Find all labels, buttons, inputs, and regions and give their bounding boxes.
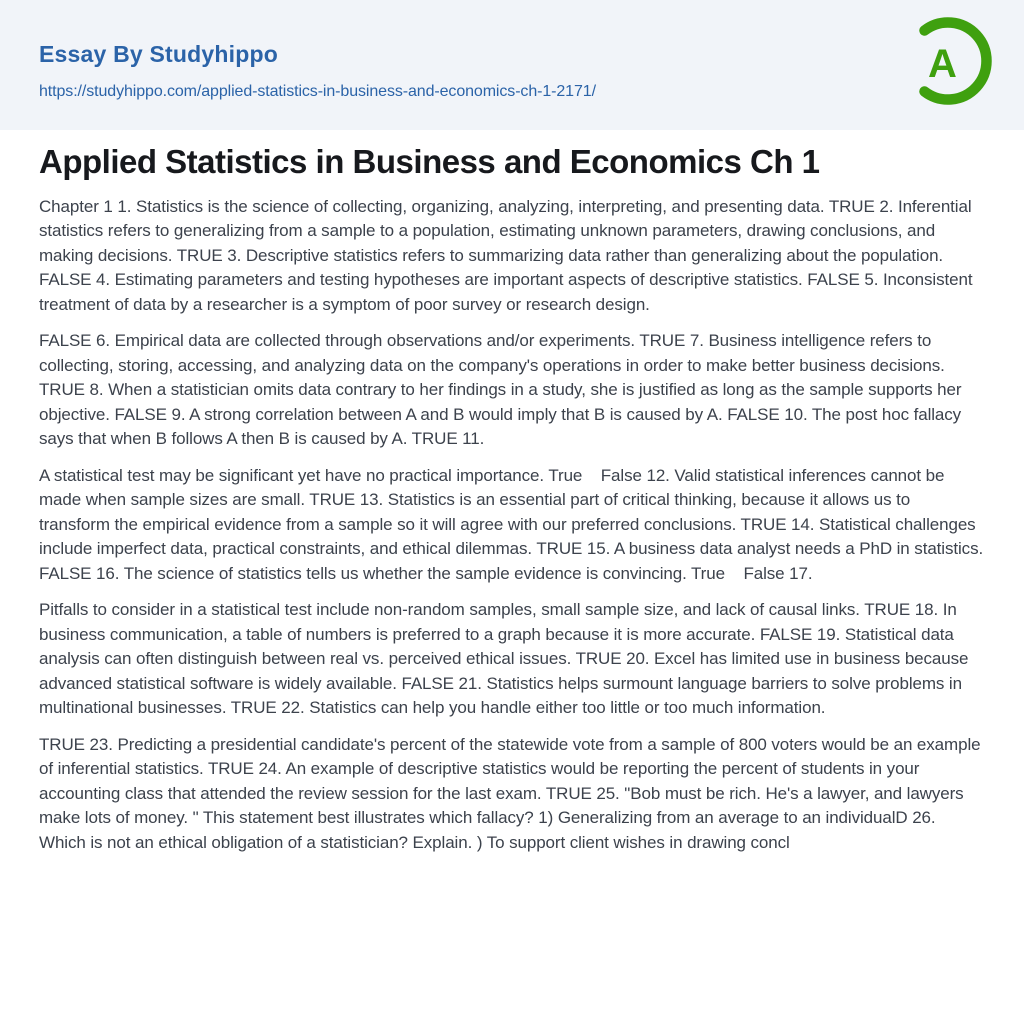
essay-paragraph-4: Pitfalls to consider in a statistical test include non-random samples, small sample size, and lack of causal links. TRUE 18. In business communication, a table of numbers is preferred to a graph because it is more accurate. FALSE 19. Statistical data analysis can often distinguish between real vs. perceived ethical issues. TRUE 20. Excel has limited use in business because advanced statistical software is widely available. FALSE 21. Statistics helps surmount language barriers to solve problems in multinational businesses. TRUE 22. Statistics can help you handle either too little or too much information. xyxy=(39,600,969,718)
essay-paragraph-5: TRUE 23. Predicting a presidential candidate's percent of the statewide vote from a sample of 800 voters would be an example of inferential statistics. TRUE 24. An example of descriptive statistics would be reporting the percent of students in your accounting class that attended the review session for the last exam. TRUE 25. "Bob must be rich. He's a lawyer, and lawyers make lots of money. " This statement best illustrates which fallacy? 1) Generalizing from an average to an individualD 26. Which is not an ethical obligation of a statistician? Explain. ) To support client wishes in drawing concl xyxy=(39,734,981,852)
essay-content xyxy=(0,142,1024,855)
essay-paragraph-3: A statistical test may be significant yet have no practical importance. True False 12. Valid statistical inferences cannot be made when sample sizes are small. TRUE 13. Statistics is an essential part of critical thinking, because it allows us to transform the empirical evidence from a sample so it will agree with our preferred conclusions. TRUE 14. Statistical challenges include imperfect data, practical constraints, and ethical dilemmas. TRUE 15. A business data analyst needs a PhD in statistics. FALSE 16. The science of statistics tells us whether the sample evidence is convincing. True False 17. xyxy=(39,465,984,583)
essay-paragraph-1: Chapter 1 1. Statistics is the science of collecting, organizing, analyzing, interpreting, and presenting data. TRUE 2. Inferential statistics refers to generalizing from a sample to a population, estimating unknown parameters, drawing conclusions, and making decisions. TRUE 3. Descriptive statistics refers to summarizing data rather than generalizing about the population. FALSE 4. Estimating parameters and testing hypotheses are important aspects of descriptive statistics. FALSE 5. Inconsistent treatment of data by a researcher is a symptom of poor survey or research design. xyxy=(39,196,973,314)
logo-letter: A xyxy=(928,42,957,86)
essay-url-link[interactable]: https://studyhippo.com/applied-statistics-in-business-and-economics-ch-1-2171/ xyxy=(39,82,596,100)
studyhippo-logo-icon xyxy=(904,17,992,105)
page-title: Applied Statistics in Business and Economics Ch 1 xyxy=(39,143,820,180)
essay-byline: Essay By Studyhippo xyxy=(39,41,278,67)
essay-paragraph-2: FALSE 6. Empirical data are collected through observations and/or experiments. TRUE 7. Business intelligence refers to collecting, storing, accessing, and analyzing data on the company's operations in order to make better business decisions. TRUE 8. When a statistician omits data contrary to her findings in a study, she is justified as long as the sample supports her objective. FALSE 9. A strong correlation between A and B would imply that B is caused by A. FALSE 10. The post hoc fallacy says that when B follows A then B is caused by A. TRUE 11. xyxy=(39,331,962,449)
studyhippo-logo xyxy=(904,17,992,110)
header-text-block xyxy=(39,0,596,101)
page-header xyxy=(0,0,1024,130)
